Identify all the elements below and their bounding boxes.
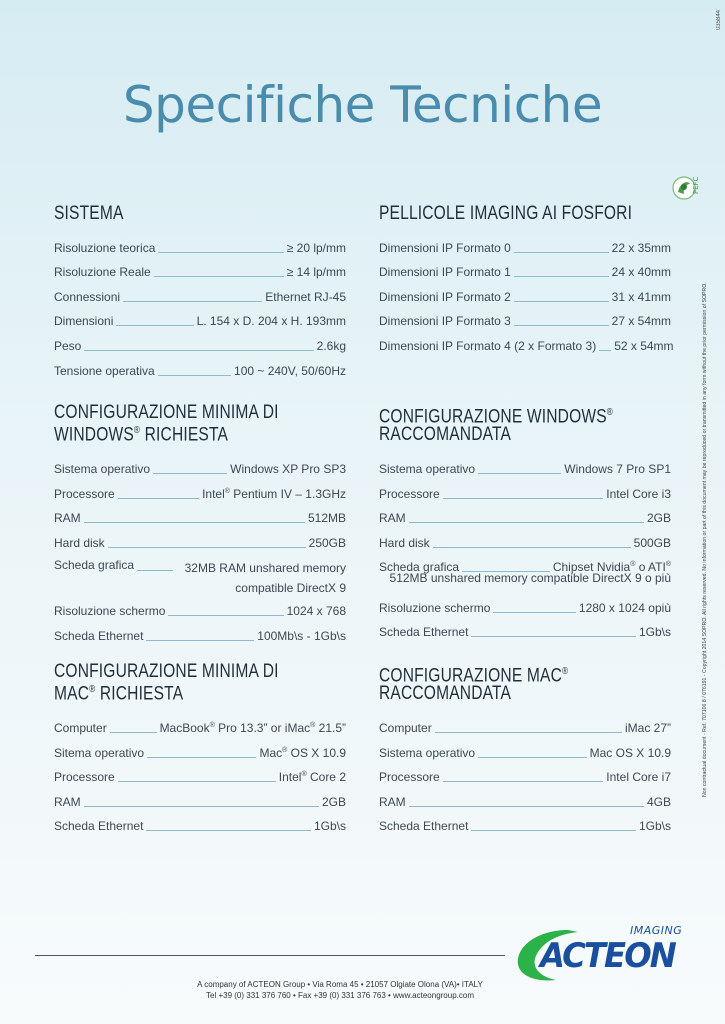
section-heading: CONFIGURAZIONE MINIMA DI WINDOWS® RICHIESTA [54, 402, 279, 446]
section-mac-recommended [379, 663, 671, 834]
spec-value: Intel® Pentium IV – 1.3GHz [202, 486, 346, 501]
section-windows-recommended [379, 404, 671, 640]
spec-label: Connessioni [54, 289, 121, 304]
spec-row [379, 452, 671, 477]
spec-row [54, 526, 346, 551]
leader-line [471, 636, 636, 637]
spec-label: Processore [379, 486, 440, 501]
spec-label: Scheda grafica [379, 560, 460, 575]
spec-value: 1024 x 768 [286, 604, 346, 619]
leader-line [514, 276, 609, 277]
spec-row [379, 785, 671, 810]
spec-label: Scheda Ethernet [379, 625, 469, 640]
spec-label: Risoluzione schermo [379, 600, 491, 615]
spec-label: Peso [54, 338, 82, 353]
spec-value: ≥ 20 lp/mm [286, 240, 346, 255]
legal-notice: Non contractual document - Ref. 707106 8 / 076191 - Copyright 2014 SOPRO. All rights reserved. No information or part of this document may be reproduced or transmitted in any form without the prior permission of SOPRO. [702, 282, 708, 798]
section-mac-minimum [54, 663, 346, 834]
spec-row [54, 711, 346, 736]
spec-row [379, 761, 671, 786]
spec-label: Risoluzione Reale [54, 265, 151, 280]
spec-label: Dimensioni [54, 314, 114, 329]
spec-row [54, 619, 346, 644]
spec-label: Scheda Ethernet [54, 628, 144, 643]
page-title: Specifiche Tecniche [122, 76, 603, 134]
spec-row [379, 526, 671, 551]
leader-line [108, 547, 306, 548]
spec-label: Tensione operativa [54, 363, 155, 378]
leader-line [116, 325, 193, 326]
section-heading: CONFIGURAZIONE MINIMA DI MAC® RICHIESTA [54, 661, 279, 705]
spec-row [379, 256, 671, 281]
spec-value: Chipset Nvidia® o ATI® [552, 560, 671, 575]
leader-line [443, 498, 604, 499]
spec-row [54, 785, 346, 810]
leader-line [514, 252, 609, 253]
leader-line [478, 473, 561, 474]
spec-value: L. 154 x D. 204 x H. 193mm [196, 314, 346, 329]
leader-line [110, 732, 157, 733]
spec-label: RAM [54, 794, 81, 809]
pefc-logo [671, 170, 709, 206]
leader-line [84, 350, 313, 351]
spec-value: 512MB [307, 511, 346, 526]
leader-line [118, 498, 199, 499]
leader-line [599, 350, 611, 351]
spec-value: 500GB [633, 535, 671, 550]
spec-row [54, 231, 346, 256]
spec-value: 1Gb\s [313, 819, 346, 834]
spec-value-continued: 512MB unshared memory compatible DirectX 9 o più [389, 571, 671, 586]
spec-value: 27 x 54mm [611, 314, 671, 329]
leader-line [471, 830, 636, 831]
spec-value: Mac® OS X 10.9 [259, 745, 346, 760]
leader-line [493, 612, 576, 613]
spec-row [379, 736, 671, 761]
section-heading: PELLICOLE IMAGING AI FOSFORI [379, 203, 633, 224]
spec-row [54, 280, 346, 305]
spec-row [54, 761, 346, 786]
spec-value: 31 x 41mm [611, 289, 671, 304]
spec-value: Intel Core i3 [606, 486, 671, 501]
document-code: 035844 [716, 10, 722, 31]
leader-line [154, 276, 284, 277]
spec-value: ≥ 14 lp/mm [286, 265, 346, 280]
spec-value: Ethernet RJ-45 [265, 289, 346, 304]
spec-value: 100 ~ 240V, 50/60Hz [234, 363, 346, 378]
spec-value: 1Gb\s [638, 819, 671, 834]
logo-imaging-text: IMAGING [630, 924, 683, 937]
spec-label: Computer [54, 720, 107, 735]
leader-line [443, 781, 604, 782]
spec-value: 4GB [646, 794, 671, 809]
section-windows-minimum [54, 404, 346, 644]
spec-row [54, 452, 346, 477]
spec-row [54, 305, 346, 330]
spec-label: Dimensioni IP Formato 0 [379, 240, 511, 255]
spec-row [54, 477, 346, 502]
leader-line [409, 806, 644, 807]
spec-value: 1Gb\s [638, 625, 671, 640]
spec-row [54, 551, 346, 595]
section-heading: CONFIGURAZIONE MAC® RACCOMANDATA [379, 665, 569, 705]
spec-row [379, 711, 671, 736]
spec-list [379, 231, 674, 354]
spec-row [379, 591, 671, 616]
spec-label: Scheda Ethernet [54, 819, 144, 834]
spec-value: MacBook® Pro 13.3” or iMac® 21.5” [159, 720, 346, 735]
spec-row [54, 354, 346, 379]
leader-line [514, 325, 609, 326]
spec-row [54, 736, 346, 761]
spec-row [379, 329, 674, 354]
section-heading: CONFIGURAZIONE WINDOWS® RACCOMANDATA [379, 406, 613, 446]
spec-label: Sitema operativo [54, 745, 145, 760]
footer-line: Tel +39 (0) 331 376 760 • Fax +39 (0) 331 376 763 • www.acteongroup.com [206, 991, 474, 1000]
spec-row [379, 305, 671, 330]
spec-row [54, 595, 346, 620]
spec-value: 2.6kg [316, 338, 346, 353]
spec-label: Dimensioni IP Formato 2 [379, 289, 511, 304]
section-heading: SISTEMA [54, 203, 124, 224]
spec-label: Hard disk [54, 535, 105, 550]
section-pellicole [379, 203, 674, 354]
spec-label: RAM [54, 511, 81, 526]
spec-row [54, 256, 346, 281]
spec-label: Hard disk [379, 535, 430, 550]
spec-value: 250GB [308, 535, 346, 550]
spec-value: Windows 7 Pro SP1 [564, 461, 671, 476]
leader-line [137, 570, 173, 571]
leader-line [514, 301, 609, 302]
spec-value: 24 x 40mm [611, 265, 671, 280]
spec-label: Dimensioni IP Formato 3 [379, 314, 511, 329]
leader-line [409, 522, 644, 523]
spec-value: Mac OS X 10.9 [589, 745, 671, 760]
leader-line [168, 615, 283, 616]
spec-label: Risoluzione schermo [54, 604, 166, 619]
spec-label: Dimensioni IP Formato 4 (2 x Formato 3) [379, 338, 597, 353]
leader-line [478, 757, 587, 758]
footer-address [130, 979, 550, 1001]
spec-value: 1280 x 1024 opiù [578, 600, 671, 615]
spec-label: Processore [54, 486, 115, 501]
spec-label: Dimensioni IP Formato 1 [379, 265, 511, 280]
spec-label: RAM [379, 794, 406, 809]
spec-label: Processore [54, 770, 115, 785]
spec-list [54, 711, 346, 834]
spec-label: Sistema operativo [379, 461, 476, 476]
leader-line [158, 375, 231, 376]
spec-label: Sistema operativo [379, 745, 476, 760]
leader-line [146, 640, 254, 641]
spec-row [54, 502, 346, 527]
spec-value: Intel® Core 2 [278, 770, 346, 785]
spec-value: 22 x 35mm [611, 240, 671, 255]
leader-line [147, 757, 256, 758]
spec-list [54, 452, 346, 644]
leader-line [435, 732, 622, 733]
spec-value: Windows XP Pro SP3 [230, 461, 346, 476]
spec-value: 2GB [646, 511, 671, 526]
spec-value: 2GB [321, 794, 346, 809]
spec-value: 100Mb\s - 1Gb\s [257, 628, 346, 643]
leader-line [146, 830, 311, 831]
spec-label: Scheda grafica [54, 557, 135, 572]
leader-line [84, 806, 319, 807]
spec-row [379, 502, 671, 527]
spec-value: 32MB RAM unshared memory compatible DirectX 9 [184, 560, 346, 595]
footer-divider [35, 955, 505, 956]
spec-row [54, 329, 346, 354]
spec-label: RAM [379, 511, 406, 526]
leader-line [153, 473, 227, 474]
spec-value: Intel Core i7 [606, 770, 671, 785]
spec-label: Sistema operativo [54, 461, 151, 476]
spec-row [379, 231, 671, 256]
leader-line [158, 252, 283, 253]
spec-value: 52 x 54mm [614, 338, 674, 353]
leader-line [433, 547, 631, 548]
leader-line [84, 522, 305, 523]
spec-row [379, 477, 671, 502]
leader-line [123, 301, 262, 302]
spec-label: Computer [379, 720, 432, 735]
spec-list [379, 711, 671, 834]
spec-row [379, 280, 671, 305]
logo-acteon-text: ACTEON [540, 936, 675, 976]
spec-list [379, 452, 671, 640]
leader-line [118, 781, 276, 782]
pefc-logo-text: PEFC [692, 176, 700, 194]
spec-row [379, 616, 671, 641]
spec-list [54, 231, 346, 379]
spec-row [379, 810, 671, 835]
spec-row [54, 810, 346, 835]
section-sistema [54, 205, 346, 379]
spec-label: Scheda Ethernet [379, 819, 469, 834]
footer-line: A company of ACTEON Group • Via Roma 45 • 21057 Olgiate Olona (VA)• ITALY [197, 980, 483, 989]
spec-label: Processore [379, 770, 440, 785]
spec-value: iMac 27” [624, 720, 671, 735]
spec-label: Risoluzione teorica [54, 240, 156, 255]
